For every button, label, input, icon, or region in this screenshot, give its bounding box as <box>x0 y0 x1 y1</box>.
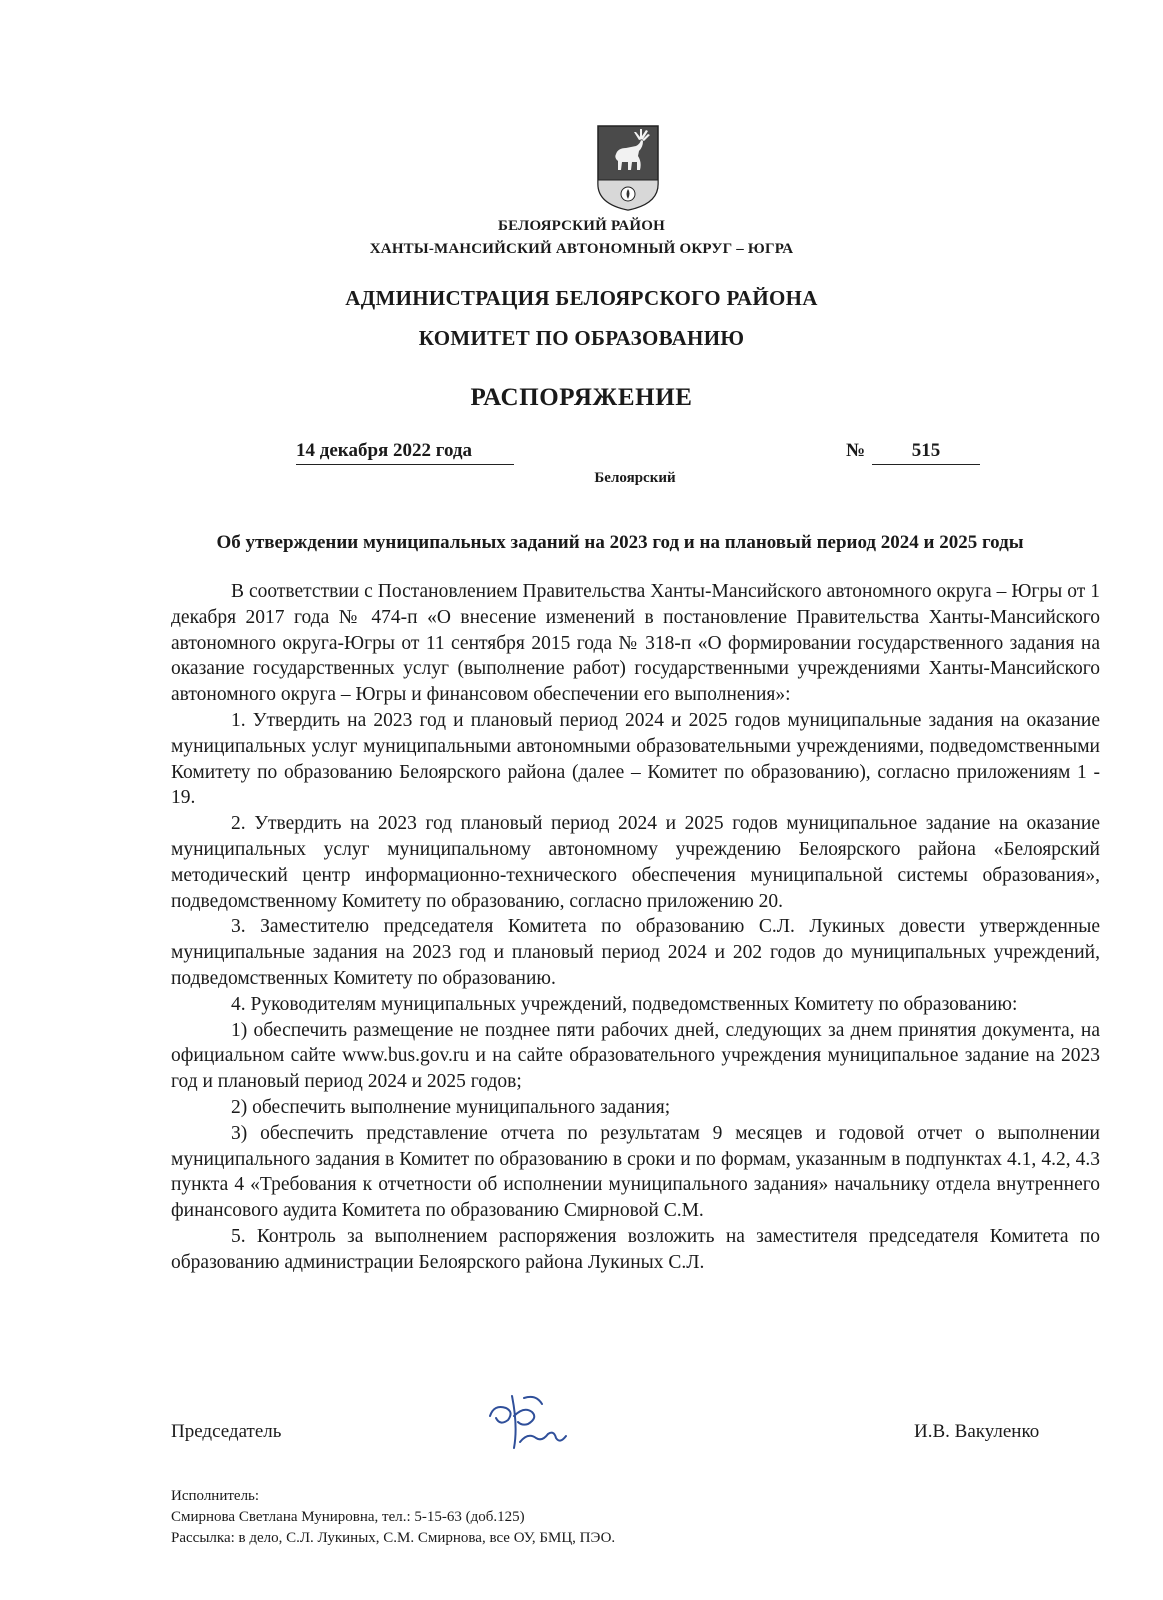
signatory-name: И.В. Вакуленко <box>914 1421 1040 1442</box>
administration-heading: АДМИНИСТРАЦИЯ БЕЛОЯРСКОГО РАЙОНА <box>345 286 818 310</box>
document-body <box>171 579 1100 1276</box>
document-subject: Об утверждении муниципальных заданий на 2023 год и на плановый период 2024 и 2025 годы <box>216 532 1024 553</box>
clause-paragraph: 5. Контроль за выполнением распоряжения возложить на заместителя председателя Комитета по образованию администрации Белоярского района Лукиных С.Л. <box>171 1225 1100 1273</box>
reindeer-coat-of-arms-icon <box>596 124 660 212</box>
okrug-heading: ХАНТЫ-МАНСИЙСКИЙ АВТОНОМНЫЙ ОКРУГ – ЮГРА <box>369 241 794 257</box>
clause-paragraph: 3. Заместителю председателя Комитета по образованию С.Л. Лукиных довести утвержденные муниципальные задания на 2023 год и плановый период 2024 и 202 годов до муниципальных учреждений, подведомственных Комитету по образованию. <box>171 916 1100 989</box>
city-name: Белоярский <box>594 470 676 486</box>
preamble-paragraph: В соответствии с Постановлением Правительства Ханты-Мансийского автономного округа – Югры от 1 декабря 2017 года № 474-п «О внесение изменений в постановление Правительства Ханты-Мансийского автономного округа-Югры от 11 сентября 2015 года № 318-п «О формировании государственного задания на оказание государственных услуг (выполнение работ) государственными учреждениями Ханты-Мансийского автономного округа – Югры и финансовом обеспечении его выполнения»: <box>171 581 1100 706</box>
clause-paragraph: 4. Руководителям муниципальных учреждений, подведомственных Комитету по образованию: <box>231 993 1018 1015</box>
executor-contact: Смирнова Светлана Мунировна, тел.: 5-15-63 (доб.125) <box>171 1509 525 1525</box>
subclause-paragraph: 3) обеспечить представление отчета по результатам 9 месяцев и годовой отчет о выполнении муниципального задания в Комитет по образованию в сроки и по формам, указанным в подпунктах 4.1, 4.2, 4.3 пункта 4 «Требования к отчетности об исполнении муниципального задания» начальнику отдела внутреннего финансового аудита Комитета по образованию Смирновой С.М. <box>171 1122 1100 1222</box>
number-sign: № <box>846 440 866 461</box>
district-heading: БЕЛОЯРСКИЙ РАЙОН <box>497 218 666 234</box>
document-footer <box>171 1486 615 1549</box>
document-date: 14 декабря 2022 года <box>296 440 514 465</box>
subclause-paragraph: 2) обеспечить выполнение муниципального задания; <box>231 1096 671 1118</box>
handwritten-signature <box>484 1386 574 1456</box>
executor-label: Исполнитель: <box>171 1488 260 1504</box>
clause-paragraph: 2. Утвердить на 2023 год плановый период 2024 и 2025 годов муниципальное задание на оказание муниципальных услуг муниципальному автономному учреждению Белоярского района «Белоярский методический центр информационно-технического обеспечения муниципальной системы образования», подведомственному Комитету по образованию, согласно приложению 20. <box>171 813 1100 912</box>
distribution-list: Рассылка: в дело, С.Л. Лукиных, С.М. Смирнова, все ОУ, БМЦ, ПЭО. <box>171 1530 616 1546</box>
clause-paragraph: 1. Утвердить на 2023 год и плановый период 2024 и 2025 годов муниципальные задания на оказание муниципальных услуг муниципальными автономными образовательными учреждениями, подведомственными Комитету по образованию Белоярского района (далее – Комитет по образованию), согласно приложениям 1 - 19. <box>171 709 1100 809</box>
signatory-position: Председатель <box>171 1421 282 1442</box>
subclause-paragraph: 1) обеспечить размещение не позднее пяти рабочих дней, следующих за днем принятия документа, на официальном сайте www.bus.gov.ru и на сайте образовательного учреждения муниципальное задание на 2023 год и плановый период 2024 и 2025 годов; <box>171 1019 1100 1093</box>
committee-heading: КОМИТЕТ ПО ОБРАЗОВАНИЮ <box>418 326 745 350</box>
document-type-title: РАСПОРЯЖЕНИЕ <box>470 384 693 411</box>
document-number: 515 <box>872 440 980 465</box>
